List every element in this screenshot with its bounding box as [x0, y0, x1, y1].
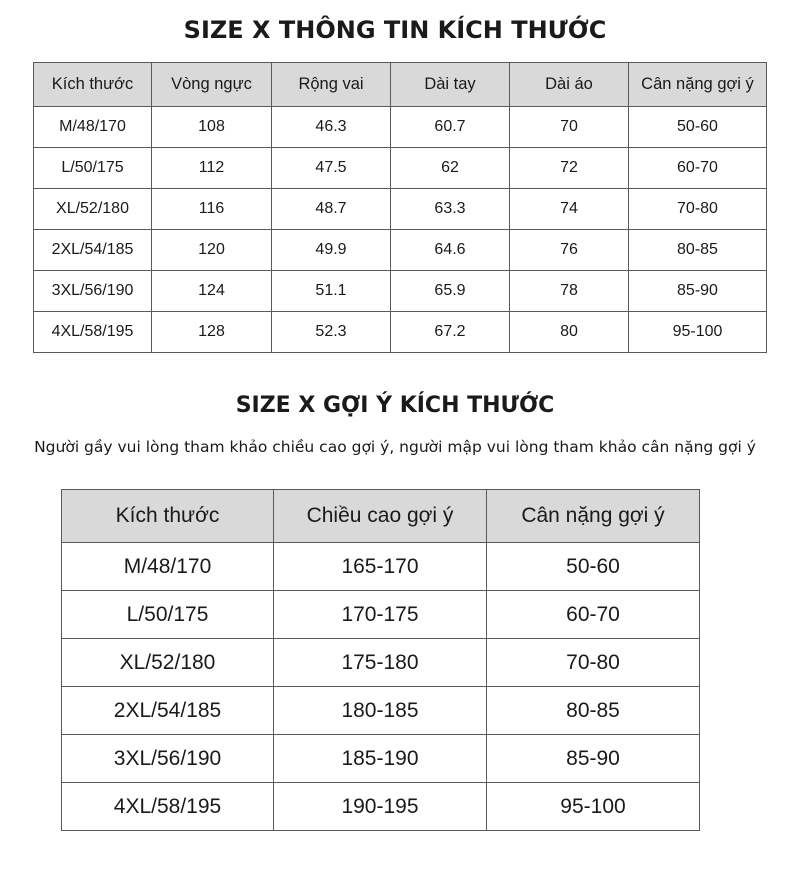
table-cell: 85-90: [487, 735, 700, 783]
size-suggestion-table-header: [62, 490, 700, 543]
table-cell: 80: [510, 312, 629, 353]
header-row: [34, 63, 767, 107]
table-cell: 165-170: [274, 543, 487, 591]
table-cell: 76: [510, 230, 629, 271]
column-header: Rộng vai: [272, 63, 391, 107]
table-cell: 74: [510, 189, 629, 230]
table-cell: 70-80: [629, 189, 767, 230]
column-header: Kích thước: [34, 63, 152, 107]
table-cell: 67.2: [391, 312, 510, 353]
table-cell: 70-80: [487, 639, 700, 687]
table-cell: 170-175: [274, 591, 487, 639]
column-header: Chiều cao gợi ý: [274, 490, 487, 543]
column-header: Cân nặng gợi ý: [629, 63, 767, 107]
table-cell: 49.9: [272, 230, 391, 271]
table-cell: 65.9: [391, 271, 510, 312]
table-row: [34, 230, 767, 271]
table-cell: 190-195: [274, 783, 487, 831]
table-cell: 112: [152, 148, 272, 189]
table-cell: 60-70: [629, 148, 767, 189]
table-cell: 108: [152, 107, 272, 148]
table-cell: XL/52/180: [34, 189, 152, 230]
table-cell: 60-70: [487, 591, 700, 639]
table-row: [34, 148, 767, 189]
table-cell: 48.7: [272, 189, 391, 230]
table-cell: 63.3: [391, 189, 510, 230]
table-cell: M/48/170: [34, 107, 152, 148]
table-cell: 80-85: [487, 687, 700, 735]
column-header: Dài áo: [510, 63, 629, 107]
table-cell: L/50/175: [34, 148, 152, 189]
table-cell: 80-85: [629, 230, 767, 271]
table-cell: 116: [152, 189, 272, 230]
table-row: [62, 735, 700, 783]
table-cell: 62: [391, 148, 510, 189]
size-suggestion-title: SIZE X GỢI Ý KÍCH THƯỚC: [235, 393, 555, 418]
table-cell: XL/52/180: [62, 639, 274, 687]
table-cell: 128: [152, 312, 272, 353]
table-cell: 95-100: [487, 783, 700, 831]
table-cell: M/48/170: [62, 543, 274, 591]
table-row: [62, 591, 700, 639]
table-cell: L/50/175: [62, 591, 274, 639]
size-info-table-body: [34, 107, 767, 353]
table-cell: 124: [152, 271, 272, 312]
column-header: Dài tay: [391, 63, 510, 107]
size-info-table: [33, 62, 767, 353]
table-row: [34, 271, 767, 312]
size-info-title: SIZE X THÔNG TIN KÍCH THƯỚC: [183, 16, 607, 44]
table-row: [34, 107, 767, 148]
table-cell: 120: [152, 230, 272, 271]
table-row: [62, 543, 700, 591]
table-cell: 47.5: [272, 148, 391, 189]
column-header: Kích thước: [62, 490, 274, 543]
size-suggestion-note: Người gầy vui lòng tham khảo chiều cao gợi ý, người mập vui lòng tham khảo cân nặng gợi ý: [34, 438, 756, 456]
size-info-table-header: [34, 63, 767, 107]
column-header: Vòng ngực: [152, 63, 272, 107]
table-cell: 3XL/56/190: [34, 271, 152, 312]
table-cell: 4XL/58/195: [62, 783, 274, 831]
size-suggestion-table-body: [62, 543, 700, 831]
table-cell: 95-100: [629, 312, 767, 353]
table-cell: 185-190: [274, 735, 487, 783]
table-row: [62, 687, 700, 735]
table-cell: 2XL/54/185: [34, 230, 152, 271]
size-suggestion-table: [61, 489, 700, 831]
table-cell: 60.7: [391, 107, 510, 148]
table-cell: 4XL/58/195: [34, 312, 152, 353]
table-cell: 85-90: [629, 271, 767, 312]
table-cell: 72: [510, 148, 629, 189]
table-row: [34, 312, 767, 353]
table-cell: 51.1: [272, 271, 391, 312]
table-row: [34, 189, 767, 230]
header-row: [62, 490, 700, 543]
table-row: [62, 639, 700, 687]
table-cell: 46.3: [272, 107, 391, 148]
table-cell: 180-185: [274, 687, 487, 735]
table-cell: 175-180: [274, 639, 487, 687]
table-row: [62, 783, 700, 831]
column-header: Cân nặng gợi ý: [487, 490, 700, 543]
table-cell: 64.6: [391, 230, 510, 271]
table-cell: 50-60: [629, 107, 767, 148]
table-cell: 50-60: [487, 543, 700, 591]
table-cell: 2XL/54/185: [62, 687, 274, 735]
table-cell: 52.3: [272, 312, 391, 353]
table-cell: 70: [510, 107, 629, 148]
table-cell: 78: [510, 271, 629, 312]
table-cell: 3XL/56/190: [62, 735, 274, 783]
